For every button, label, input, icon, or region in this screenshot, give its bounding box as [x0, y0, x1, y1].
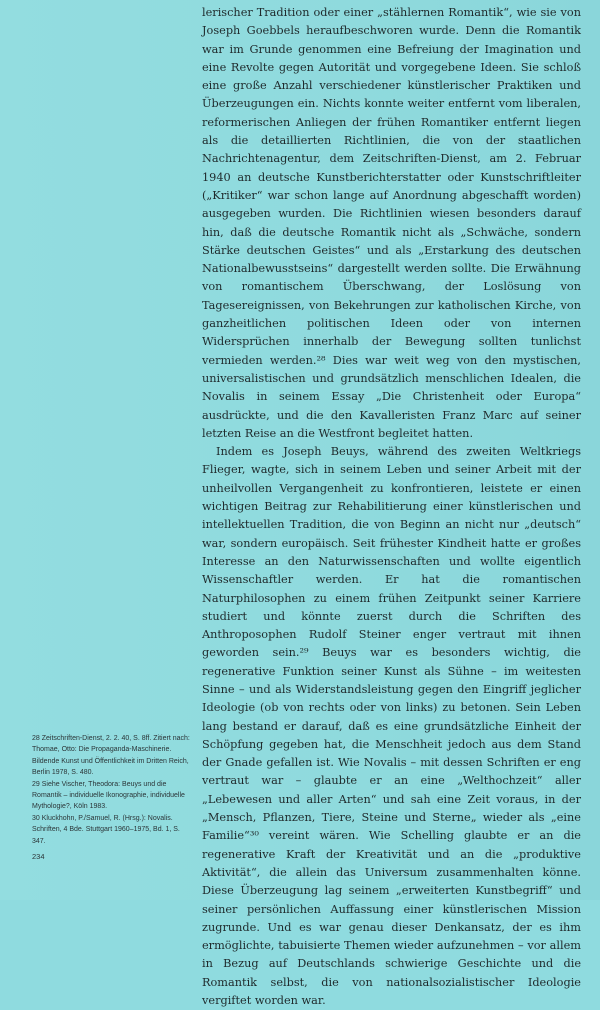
footnote-28: 28 Zeitschriften-Dienst, 2. 2. 40, S. 8ff. Zitiert nach: Thomae, Otto: Die Propaganda-Maschinerie. Bildende Kunst und Öffentlichkeit im Dritten Reich, Berlin 1978, S. 480. — [32, 735, 190, 777]
footnote-30: 30 Kluckhohn, P./Samuel, R. (Hrsg.): Novalis. Schriften, 4 Bde. Stuttgart 1960–1975, Bd. 1, S. 347. — [32, 814, 180, 845]
body-paragraph-1: lerischer Tradition oder einer „stählernen Romantik“, wie sie von Joseph Goebbels heraufbeschworen wurde. Denn die Romantik war im Grunde genommen eine Befreiung der Imagination und eine Revolte gegen Autorität und vorgegebene Ideen. Sie schloß eine große Anzahl verschiedener künstlerischer Praktiken und Überzeugungen ein. Nichts konnte weiter entfernt vom liberalen, reformerischen Anliegen der frühen Romantiker entfernt liegen als die detaillierten Richtlinien, die von der staatlichen Nachrichtenagentur, dem Zeitschriften-Dienst, am 2. Februar 1940 an deutsche Kunstberichterstatter oder Kunstschriftleiter („Kritiker“ war schon lange auf Anordnung abgeschafft worden) ausgegeben wurden. Die Richtlinien wiesen besonders darauf hin, daß die deutsche Romantik nicht als „Schwäche, sondern Stärke deutschen Geistes“ und als „Erstarkung des deutschen Nationalbewusstseins“ dargestellt werden sollte. Die Erwähnung von romantischem Überschwang, der Loslösung von Tagesereignissen, von Bekehrungen zur katholischen Kirche, von ganzheitlichen politischen Ideen oder von internen Widersprüchen innerhalb der Bewegung sollten tunlichst vermieden werden.²⁸ Dies war weit weg von den mystischen, universalistischen und grundsätzlich menschlichen Idealen, die Novalis in seinem Essay „Die Christenheit oder Europa“ ausdrückte, und die den Kavalleristen Franz Marc auf seiner letzten Reise an die Westfront begleitet hatten. — [202, 6, 581, 440]
body-paragraph-2: Indem es Joseph Beuys, während des zweiten Weltkriegs Flieger, wagte, sich in seinem Leben und seiner Arbeit mit der unheilvollen Vergangenheit zu konfrontieren, leistete er einen wichtigen Beitrag zur Rehabilitierung einer künstlerischen und intellektuellen Tradition, die von Beginn an nicht nur „deutsch“ war, sondern europäisch. Seit frühester Kindheit hatte er großes Interesse an den Naturwissenschaften und wollte eigentlich Wissenschaftler werden. Er hat die romantischen Naturphilosophen zu einem frühen Zeitpunkt seiner Karriere studiert und könnte zuerst durch die Schriften des Anthroposophen Rudolf Steiner enger vertraut mit ihnen geworden sein.²⁹ Beuys war es besonders wichtig, die regenerative Funktion seiner Kunst als Sühne – im weitesten Sinne – und als Widerstandsleistung gegen den Eingriff jeglicher Ideologie (ob von rechts oder von links) zu betonen. Sein Leben lang bestand er darauf, daß es eine grundsätzliche Einheit der Schöpfung gegeben hat, die Menschheit jedoch aus dem Stand der Gnade gefallen ist. Wie Novalis – mit dessen Schriften er eng vertraut war – glaubte er an eine „Welthochzeit“ aller „Lebewesen und aller Arten“ und sah eine Zeit voraus, in der „Mensch, Pflanzen, Tiere, Steine und Sterne„ wieder als „eine Familie“³⁰ vereint wären. Wie Schelling glaubte er an die regenerative Kraft der Kreativität und an die „produktive Aktivität“, die allein das Universum zusammenhalten könne. Diese Überzeugung lag seinem „erweiterten Kunstbegriff“ und seiner persönlichen Auffassung einer künstlerischen Mission zugrunde. Und es war genau dieser Denkansatz, der es ihm ermöglichte, tabuisierte Themen wieder aufzunehmen – vor allem in Bezug auf Deutschlands schwierige Geschichte und die Romantik selbst, die von nationalsozialistischer Ideologie vergiftet worden war. — [202, 445, 581, 1008]
footnotes — [32, 733, 192, 847]
main-text-column — [202, 4, 581, 1010]
page-number: 234 — [32, 852, 45, 861]
footnote-29: 29 Siehe Vischer, Theodora: Beuys und die Romantik – individuelle Ikonographie, individuelle Mythologie?, Köln 1983. — [32, 780, 185, 811]
